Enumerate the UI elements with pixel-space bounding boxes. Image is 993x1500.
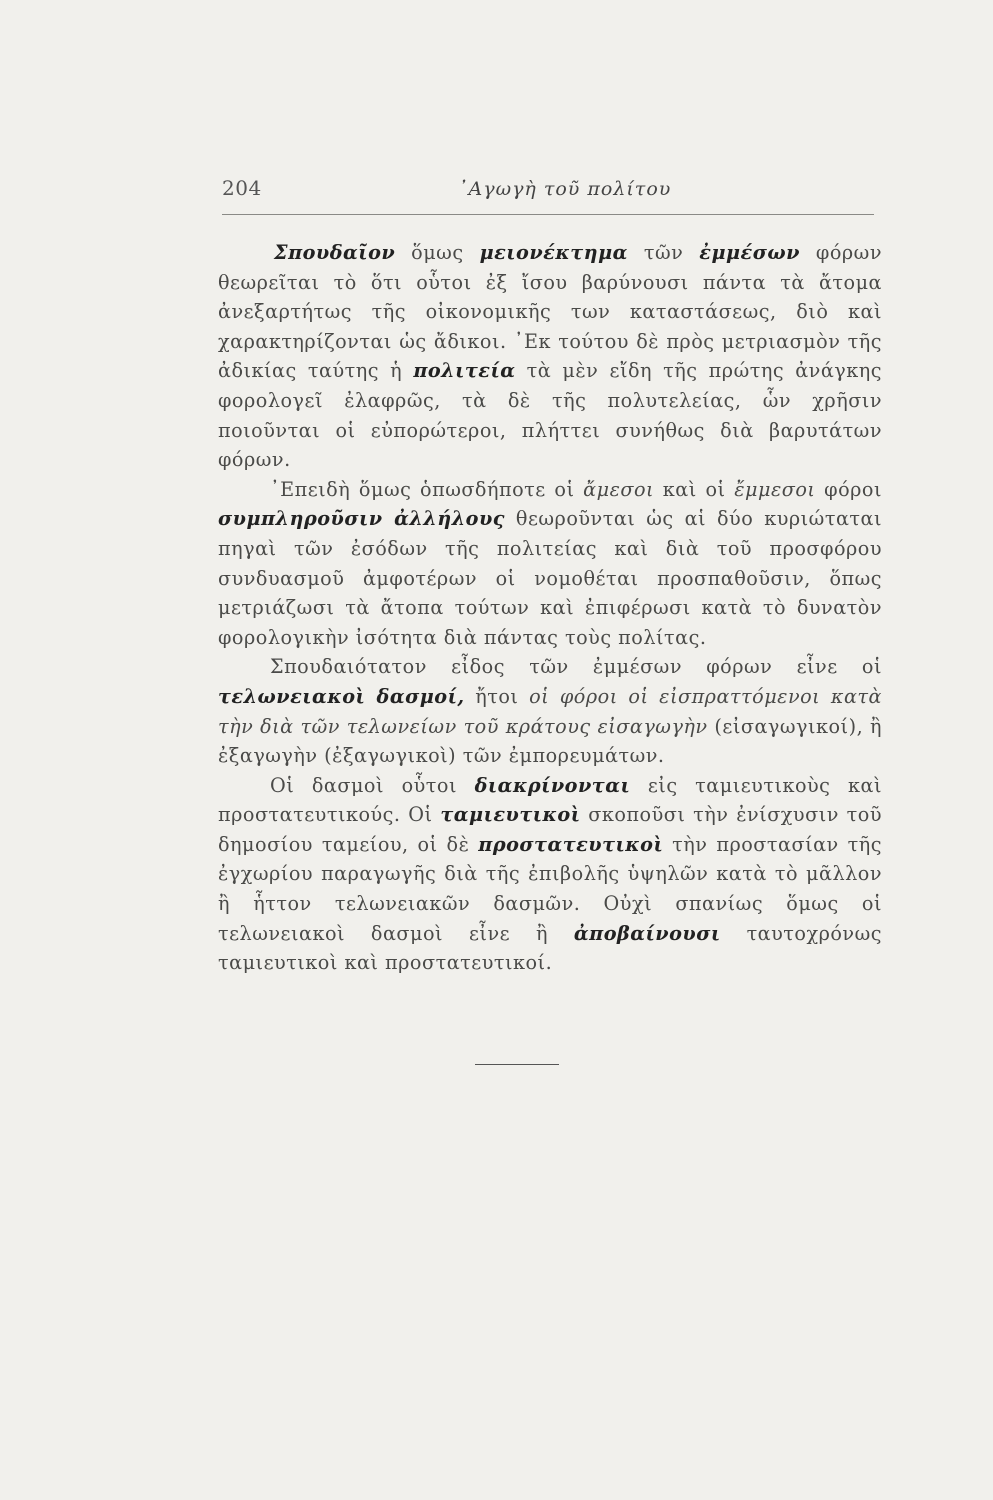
text-run: ταυτοχρόνως ταμιευτικοὶ καὶ προστατευτικοί. [218, 921, 882, 975]
text-run: τὰ μὲν εἴδη τῆς πρώτης ἀνάγκης φορολογεῖ ἐλαφρῶς, τὰ δὲ τῆς πολυτελείας, ὧν χρῆσιν ποιοῦνται οἱ εὐπορώτεροι, πλήττει συνήθως διὰ βαρυτάτων φόρων. [218, 359, 883, 472]
emphasized-term: διακρίνονται [474, 773, 631, 797]
emphasized-term: μειονέκτημα [479, 241, 628, 264]
end-rule [475, 1064, 559, 1065]
paragraph-4 [218, 771, 882, 978]
italic-phrase: οἱ φόροι οἱ εἰσπραττόμενοι κατὰ τὴν διὰ τῶν τελωνείων τοῦ κράτους εἰσαγωγὴν [218, 684, 882, 738]
text-run: τὴν προστασίαν τῆς ἐγχωρίου παραγωγῆς διὰ τῆς ἐπιβολῆς ὑψηλῶν κατὰ τὸ μᾶλλον ἢ ἧττον τελωνειακῶν δασμῶν. Οὐχὶ σπανίως ὅμως οἱ τελωνειακοὶ δασμοὶ εἶνε ἢ [218, 832, 882, 945]
italic-phrase: ἔμμεσοι [734, 477, 816, 501]
text-run: φόροι [815, 477, 882, 501]
emphasized-term: προστατευτικοὶ [478, 832, 664, 856]
page-header [222, 176, 874, 206]
text-run: σκοποῦσι τὴν ἐνίσχυσιν τοῦ δημοσίου ταμείου, οἱ δὲ [218, 803, 882, 856]
text-run: Οἱ δασμοὶ οὗτοι [270, 773, 475, 797]
text-run: ὅμως [395, 241, 480, 264]
text-run: ᾿Επειδὴ ὅμως ὁπωσδήποτε οἱ [270, 477, 584, 501]
body-text [218, 238, 882, 978]
emphasized-term: ἐμμέσων [699, 241, 800, 264]
header-rule [222, 214, 874, 215]
page-number: 204 [222, 176, 262, 200]
emphasized-term: πολιτεία [413, 359, 516, 383]
emphasized-term: ἀποβαίνουσι [573, 921, 721, 945]
text-run: τῶν [627, 241, 700, 264]
paragraph-2 [218, 475, 882, 653]
text-run: καὶ οἱ [654, 477, 735, 501]
text-run: εἰς ταμιευτικοὺς καὶ προστατευτικούς. Οἱ [218, 773, 882, 827]
paragraph-3 [218, 652, 882, 770]
emphasized-term: τελωνειακοὶ δασμοί, [218, 684, 465, 708]
italic-phrase: ἄμεσοι [583, 477, 655, 501]
emphasized-term: Σπουδαῖον [274, 241, 396, 264]
emphasized-term: συμπληροῦσιν ἀλλήλους [218, 507, 505, 531]
text-run: φόρων θεωρεῖται τὸ ὅτι οὗτοι ἐξ ἴσου βαρύνουσι πάντα τὰ ἄτομα ἀνεξαρτήτως τῆς οἰκονομικῆς των καταστάσεως, διὸ καὶ χαρακτηρίζονται ὡς ἄδικοι. ᾿Εκ τούτου δὲ πρὸς μετριασμὸν τῆς ἀδικίας ταύτης ἡ [218, 241, 882, 383]
text-run: Σπουδαιότατον εἶδος τῶν ἐμμέσων φόρων εἶνε οἱ [270, 655, 882, 679]
running-title: ᾿Αγωγὴ τοῦ πολίτου [458, 178, 672, 200]
emphasized-term: ταμιευτικοὶ [440, 803, 581, 827]
text-run: (εἰσαγωγικοί), ἢ ἐξαγωγὴν (ἐξαγωγικοὶ) τῶν ἐμπορευμάτων. [218, 714, 882, 768]
text-run: θεωροῦνται ὡς αἱ δύο κυριώταται πηγαὶ τῶν ἐσόδων τῆς πολιτείας καὶ διὰ τοῦ προσφόρου συνδυασμοῦ ἀμφοτέρων οἱ νομοθέται προσπαθοῦσιν, ὅπως μετριάζωσι τὰ ἄτοπα τούτων καὶ ἐπιφέρωσι κατὰ τὸ δυνατὸν φορολογικὴν ἰσότητα διὰ πάντας τοὺς πολίτας. [218, 507, 882, 649]
text-run: ἤτοι [464, 684, 530, 708]
paragraph-1 [218, 238, 882, 475]
